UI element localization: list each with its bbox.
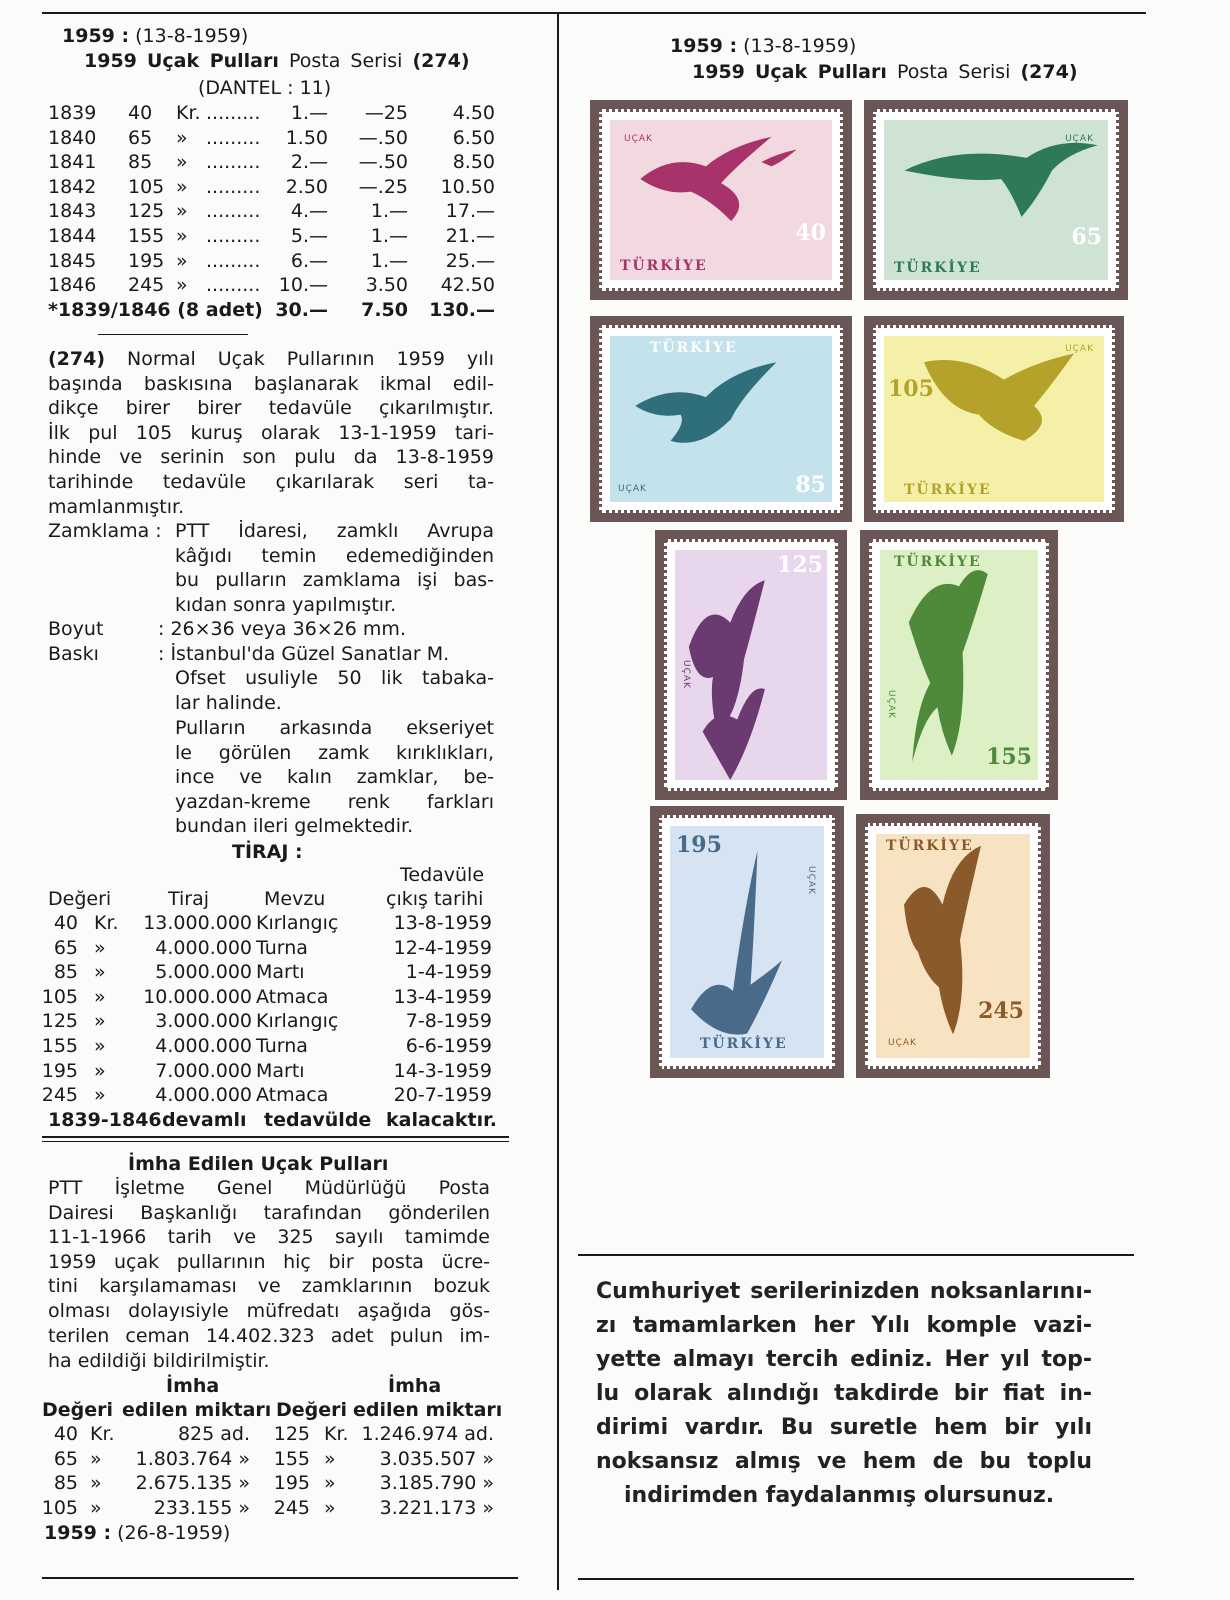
price-cell: 6.50: [452, 126, 495, 149]
price-cell: 2.50: [285, 175, 328, 198]
stamp-perforation: [599, 325, 843, 513]
price-cell: —.50: [358, 151, 408, 174]
next-header: 1959 : (26-8-1959): [44, 1522, 231, 1544]
price-total-label: *1839/1846 (8 adet): [48, 298, 263, 321]
price-row: [48, 224, 503, 249]
price-table-underline: [98, 334, 248, 335]
price-row: [48, 199, 503, 224]
stamp-label: UÇAK: [1065, 344, 1094, 354]
bird-illustration: [675, 550, 827, 780]
stamp-country: TÜRKİYE: [700, 1036, 788, 1052]
imha-amount: 1.803.764 »: [135, 1447, 250, 1470]
tiraj-separator-top: [42, 1136, 509, 1138]
stamp-design: [884, 336, 1104, 502]
baski-label: Baskı: [48, 643, 99, 665]
tiraj-unit: »: [94, 1010, 106, 1033]
price-row: [48, 175, 503, 200]
stamp-design: [876, 834, 1030, 1058]
price-cell: 85: [128, 151, 153, 174]
price-total-row: [48, 298, 503, 323]
tiraj-value: 105: [41, 985, 78, 1008]
tiraj-count: 10.000.000: [143, 985, 252, 1008]
tiraj-unit: »: [94, 1035, 106, 1057]
stamp-perforation: [599, 109, 843, 291]
tiraj-value: 85: [53, 961, 78, 984]
stamp-value: 245: [978, 998, 1024, 1024]
tiraj-count: 5.000.000: [155, 961, 252, 984]
stamp-perforation: [664, 539, 838, 791]
stamp-label: UÇAK: [1065, 134, 1094, 144]
zamklama-text: [175, 519, 494, 593]
price-cell: 1839: [48, 102, 97, 124]
imha-row: [48, 1447, 503, 1472]
text-line: bu pulların zamklama işi bas-: [175, 569, 494, 592]
tiraj-date: 7-8-1959: [405, 1010, 492, 1033]
price-cell: 1.—: [370, 249, 408, 272]
stamp-country: TÜRKİYE: [650, 340, 738, 356]
header-date: 1959 : (13-8-1959): [62, 25, 249, 47]
stamp-label: UÇAK: [624, 134, 653, 144]
stamp-value: 65: [1071, 224, 1102, 250]
tiraj-subject: Atmaca: [256, 1084, 329, 1107]
price-cell: »: [176, 249, 188, 272]
baski-end: bundan ileri gelmektedir.: [175, 815, 414, 837]
imha-unit: »: [90, 1472, 102, 1495]
imha-unit: Kr.: [324, 1423, 349, 1445]
price-cell: —.50: [358, 126, 408, 149]
tiraj-subject: Martı: [256, 1059, 305, 1082]
tiraj-unit: Kr.: [94, 912, 119, 934]
stamp-245: [856, 814, 1050, 1078]
bird-illustration: [610, 120, 832, 280]
imha-unit: »: [90, 1496, 102, 1519]
bird-shape: [691, 850, 782, 1034]
tiraj-value: 155: [41, 1035, 78, 1057]
bird-shape: [635, 362, 776, 443]
imha-unit: »: [324, 1447, 336, 1470]
stamp-country: TÜRKİYE: [886, 838, 974, 854]
advice-line: yette almayı tercih ediniz. Her yıl top-: [596, 1347, 1092, 1372]
price-cell: 10.—: [278, 274, 328, 297]
tiraj-value: 245: [41, 1084, 78, 1107]
price-row: [48, 126, 503, 151]
note-line: İlk pul 105 kuruş olarak 13-1-1959 tari-: [48, 421, 494, 444]
stamp-155: [860, 530, 1058, 800]
tiraj-row: [48, 960, 503, 985]
price-cell: .........: [206, 274, 261, 297]
imha-value: 85: [53, 1472, 78, 1495]
stamp-40: [590, 100, 852, 300]
bird-shape: [689, 580, 765, 780]
price-cell: »: [176, 225, 188, 247]
text-line: 11-1-1966 tarih ve 325 sayılı tamimde: [48, 1226, 490, 1249]
note-line: (274) Normal Uçak Pullarının 1959 yılı: [48, 348, 494, 370]
price-cell: 1845: [48, 249, 97, 272]
imha-unit: »: [324, 1496, 336, 1519]
column-divider: [557, 12, 559, 1590]
imha-value: 65: [53, 1447, 78, 1470]
tiraj-title: TİRAJ :: [232, 841, 303, 863]
imha-amount: 3.221.173 »: [379, 1496, 494, 1519]
advice-line: lu olarak alındığı takdirde bir fiat in-: [596, 1381, 1092, 1406]
tiraj-date: 6-6-1959: [405, 1035, 492, 1057]
imha-amount: 233.155 »: [153, 1496, 250, 1519]
text-line: kâğıdı temin edemediğinden: [175, 544, 494, 567]
zamklama-label: Zamklama :: [48, 520, 162, 542]
stamp-design: [675, 550, 827, 780]
stamp-perforation: [659, 815, 835, 1069]
stamp-country: TÜRKİYE: [904, 482, 992, 498]
imha-value: 125: [273, 1423, 310, 1445]
bird-illustration: [884, 336, 1104, 502]
imha-unit: Kr.: [90, 1423, 115, 1445]
tiraj-count: 4.000.000: [155, 936, 252, 959]
tiraj-row: [48, 911, 503, 936]
tiraj-subject: Turna: [256, 936, 308, 959]
price-cell: 42.50: [440, 274, 495, 297]
zamklama-last: kıdan sonra yapılmıştır.: [175, 594, 397, 616]
price-cell: 155: [128, 225, 165, 247]
price-row: [48, 249, 503, 274]
boyut-label: Boyut: [48, 618, 104, 640]
price-cell: 40: [128, 102, 153, 124]
price-cell: 1841: [48, 151, 97, 174]
tiraj-head-cikis: çıkış tarihi: [386, 888, 484, 910]
price-cell: 125: [128, 200, 165, 223]
stamp-perforation: [873, 325, 1115, 513]
tiraj-date: 1-4-1959: [405, 961, 492, 984]
right-series-title: 1959 Uçak Pulları Posta Serisi (274): [692, 61, 1078, 83]
price-cell: 25.—: [445, 249, 495, 272]
imha-amount: 2.675.135 »: [135, 1472, 250, 1495]
tiraj-header-row: [48, 887, 503, 912]
tiraj-unit: »: [94, 1059, 106, 1082]
price-cell: 4.50: [452, 102, 495, 124]
tiraj-date: 13-8-1959: [393, 912, 492, 934]
baski-first: : İstanbul'da Güzel Sanatlar M.: [158, 643, 450, 665]
note-last-line: mamlanmıştır.: [48, 496, 185, 518]
tiraj-footer: 1839-1846 devamlı tedavülde kalacaktır.: [48, 1109, 497, 1131]
stamp-125: [655, 530, 847, 800]
stamp-value: 125: [777, 552, 823, 578]
note-line: dikçe birer birer tedavüle çıkarılmıştır.: [48, 397, 494, 420]
text-line: terilen ceman 14.402.323 adet pulun im-: [48, 1324, 490, 1347]
stamp-value: 105: [888, 376, 934, 402]
tiraj-subject: Turna: [256, 1035, 308, 1057]
text-line: yazdan-kreme renk farkları: [175, 790, 494, 813]
price-cell: .........: [206, 126, 261, 149]
stamp-perforation: [865, 823, 1041, 1069]
right-header-date: 1959 : (13-8-1959): [670, 35, 857, 57]
tiraj-unit: »: [94, 985, 106, 1008]
tiraj-row: [41, 1009, 503, 1034]
price-cell: 2.—: [290, 151, 328, 174]
tiraj-row: [41, 1083, 503, 1108]
tiraj-subject: Martı: [256, 961, 305, 984]
imha-head-row-1: İmha İmha: [166, 1375, 442, 1397]
price-cell: »: [176, 151, 188, 174]
text-line: PTT İşletme Genel Müdürlüğü Posta: [48, 1177, 490, 1199]
advice-line: dirimi vardır. Bu suretle hem bir yılı: [596, 1415, 1092, 1440]
text-line: Pulların arkasında ekseriyet: [175, 717, 494, 739]
text-line: tini karşılamaması ve zamklarının bozuk: [48, 1275, 490, 1298]
price-cell: .........: [206, 151, 261, 174]
imha-row: [48, 1471, 503, 1496]
imha-row: [48, 1422, 503, 1447]
price-cell: .........: [206, 225, 261, 247]
tiraj-date: 13-4-1959: [393, 985, 492, 1008]
stamp-country: TÜRKİYE: [894, 554, 982, 570]
price-cell: 1.—: [370, 200, 408, 223]
note-paragraph: [48, 347, 494, 372]
imha-amount: 3.035.507 »: [379, 1447, 494, 1470]
tiraj-value: 65: [53, 936, 78, 959]
price-cell: 8.50: [452, 151, 495, 174]
tiraj-count: 13.000.000: [143, 912, 252, 934]
tiraj-date: 20-7-1959: [393, 1084, 492, 1107]
price-cell: »: [176, 126, 188, 149]
price-cell: 10.50: [440, 175, 495, 198]
stamp-value: 195: [676, 832, 722, 858]
stamp-label: UÇAK: [618, 484, 647, 494]
bird-shape: [924, 353, 1074, 440]
stamp-country: TÜRKİYE: [894, 260, 982, 276]
tiraj-count: 3.000.000: [155, 1010, 252, 1033]
imha-row: [41, 1496, 503, 1521]
perforation-note: (DANTEL : 11): [198, 77, 332, 99]
tiraj-head-tedavule: Tedavüle: [400, 864, 485, 886]
price-cell: 1.50: [285, 126, 328, 149]
advice-last-line: indirimden faydalanmış olursunuz.: [624, 1483, 1055, 1508]
tiraj-separator-bottom: [42, 1141, 509, 1142]
bird-shape: [904, 846, 981, 1035]
imha-unit: »: [324, 1472, 336, 1495]
tiraj-row: [41, 1034, 503, 1059]
tiraj-row: [41, 1059, 503, 1084]
price-total-cell: 7.50: [361, 298, 408, 321]
price-row: [48, 101, 503, 126]
price-cell: —25: [364, 102, 408, 124]
tiraj-head-tiraj: Tiraj: [168, 888, 210, 910]
stamp-85: [590, 316, 852, 522]
tiraj-head-degeri: Değeri: [48, 888, 112, 910]
price-cell: 1.—: [290, 102, 328, 124]
price-cell: 1844: [48, 225, 97, 247]
price-cell: »: [176, 175, 188, 198]
price-cell: 1842: [48, 175, 97, 198]
tiraj-value: 195: [41, 1059, 78, 1082]
stamp-design: [880, 550, 1038, 780]
top-rule: [42, 12, 1146, 14]
tiraj-head-mevzu: Mevzu: [264, 888, 326, 910]
price-cell: .........: [206, 200, 261, 223]
tiraj-count: 7.000.000: [155, 1059, 252, 1082]
price-cell: Kr.: [176, 102, 201, 124]
text-line: le görülen zamk kırıklıkları,: [175, 741, 494, 764]
bird-shape: [909, 570, 988, 762]
tiraj-date: 14-3-1959: [393, 1059, 492, 1082]
tiraj-value: 125: [41, 1010, 78, 1033]
imha-value: 155: [273, 1447, 310, 1470]
text-line: Dairesi Başkanlığı tarafından gönderilen: [48, 1201, 490, 1224]
advice-line: zı tamamlarken her Yılı komple vazi-: [596, 1313, 1092, 1338]
price-cell: 105: [128, 175, 165, 198]
tiraj-value: 40: [53, 912, 78, 934]
tiraj-unit: »: [94, 1084, 106, 1107]
note-line: başında baskısına başlanarak ikmal edil-: [48, 372, 494, 395]
imha-value: 40: [53, 1423, 78, 1445]
bird-illustration: [884, 120, 1108, 280]
note-line: tarihinde tedavüle çıkarılarak seri ta-: [48, 470, 494, 493]
tiraj-row: [48, 936, 503, 961]
stamp-perforation: [873, 109, 1119, 291]
tiraj-subject: Kırlangıç: [256, 912, 339, 934]
imha-amount: 3.185.790 »: [379, 1472, 494, 1495]
price-cell: 1840: [48, 126, 97, 149]
price-cell: 21.—: [445, 225, 495, 247]
price-cell: »: [176, 200, 188, 223]
tiraj-count: 4.000.000: [155, 1035, 252, 1057]
stamp-perforation: [869, 539, 1049, 791]
bottom-rule-right: [578, 1578, 1134, 1580]
price-cell: 4.—: [290, 200, 328, 223]
price-cell: .........: [206, 175, 261, 198]
imha-amount: 825 ad.: [177, 1423, 250, 1445]
bird-illustration: [670, 826, 824, 1058]
stamp-design: [670, 826, 824, 1058]
series-title: 1959 Uçak Pulları Posta Serisi (274): [84, 50, 470, 72]
price-cell: 245: [128, 274, 165, 297]
price-cell: 1846: [48, 274, 97, 297]
price-cell: .........: [206, 102, 261, 124]
price-cell: 6.—: [290, 249, 328, 272]
tiraj-unit: »: [94, 936, 106, 959]
bird-shape: [640, 137, 796, 221]
note-paragraph-lines: [48, 372, 494, 495]
stamp-design: [610, 120, 832, 280]
imha-unit: »: [90, 1447, 102, 1470]
price-cell: »: [176, 274, 188, 297]
stamp-65: [864, 100, 1128, 300]
price-cell: 65: [128, 126, 153, 149]
stamp-label: UÇAK: [888, 1038, 917, 1048]
tiraj-subject: Atmaca: [256, 985, 329, 1008]
price-cell: 195: [128, 249, 165, 272]
baski-last: lar halinde.: [175, 692, 282, 714]
imha-title: İmha Edilen Uçak Pulları: [128, 1153, 389, 1175]
baski-text: [175, 666, 494, 691]
advice-line: Cumhuriyet serilerinizden noksanlarını-: [596, 1279, 1092, 1304]
boyut-value: : 26×36 veya 36×26 mm.: [158, 618, 406, 640]
price-cell: —.25: [358, 175, 408, 198]
price-total-cell: 30.—: [275, 298, 328, 321]
stamp-value: 155: [986, 744, 1032, 770]
imha-value: 105: [41, 1496, 78, 1519]
imha-value: 195: [273, 1472, 310, 1495]
text-line: olması dolayısiyle müfredatı aşağıda gös-: [48, 1299, 490, 1322]
imha-paragraph: [48, 1176, 490, 1348]
tiraj-row: [41, 985, 503, 1010]
price-cell: 5.—: [290, 225, 328, 247]
stamp-country: TÜRKİYE: [620, 258, 708, 274]
advice-paragraph: [596, 1275, 1092, 1479]
text-line: ince ve kalın zamklar, be-: [175, 766, 494, 789]
bird-illustration: [876, 834, 1030, 1058]
imha-value: 245: [273, 1496, 310, 1519]
price-cell: .........: [206, 249, 261, 272]
stamp-value: 85: [795, 472, 826, 498]
note-line: hinde ve serinin son pulu da 13-8-1959: [48, 446, 494, 469]
text-line: Ofset usuliyle 50 lik tabaka-: [175, 667, 494, 689]
advice-line: noksansız almış ve hem de bu toplu: [596, 1449, 1092, 1474]
imha-head-row-2: Değeri edilen miktarı Değeri edilen miktarı: [42, 1399, 503, 1421]
stamp-design: [884, 120, 1108, 280]
tiraj-unit: »: [94, 961, 106, 984]
price-cell: 1843: [48, 200, 97, 223]
price-cell: 17.—: [445, 200, 495, 223]
baski-more: [175, 716, 494, 814]
price-cell: 1.—: [370, 225, 408, 247]
tiraj-count: 4.000.000: [155, 1084, 252, 1107]
text-line: 1959 uçak pullarının hiç bir posta ücre-: [48, 1250, 490, 1273]
bird-shape: [904, 143, 1097, 217]
advice-top-rule: [578, 1254, 1134, 1256]
price-cell: 3.50: [365, 274, 408, 297]
stamp-105: [864, 316, 1124, 522]
stamp-195: [650, 806, 844, 1078]
price-row: [48, 150, 503, 175]
stamp-label: UÇAK: [886, 690, 896, 719]
imha-last: ha edildiği bildirilmiştir.: [48, 1350, 270, 1372]
stamp-value: 40: [795, 220, 826, 246]
price-total-cell: 130.—: [429, 298, 495, 321]
stamp-label: UÇAK: [681, 660, 691, 689]
bottom-rule-left: [42, 1577, 518, 1579]
tiraj-subject: Kırlangıç: [256, 1010, 339, 1033]
stamp-design: [610, 336, 832, 502]
stamp-label: UÇAK: [806, 866, 816, 895]
text-line: PTT İdaresi, zamklı Avrupa: [175, 520, 494, 542]
price-row: [48, 273, 503, 298]
tiraj-date: 12-4-1959: [393, 936, 492, 959]
imha-amount: 1.246.974 ad.: [361, 1423, 494, 1445]
